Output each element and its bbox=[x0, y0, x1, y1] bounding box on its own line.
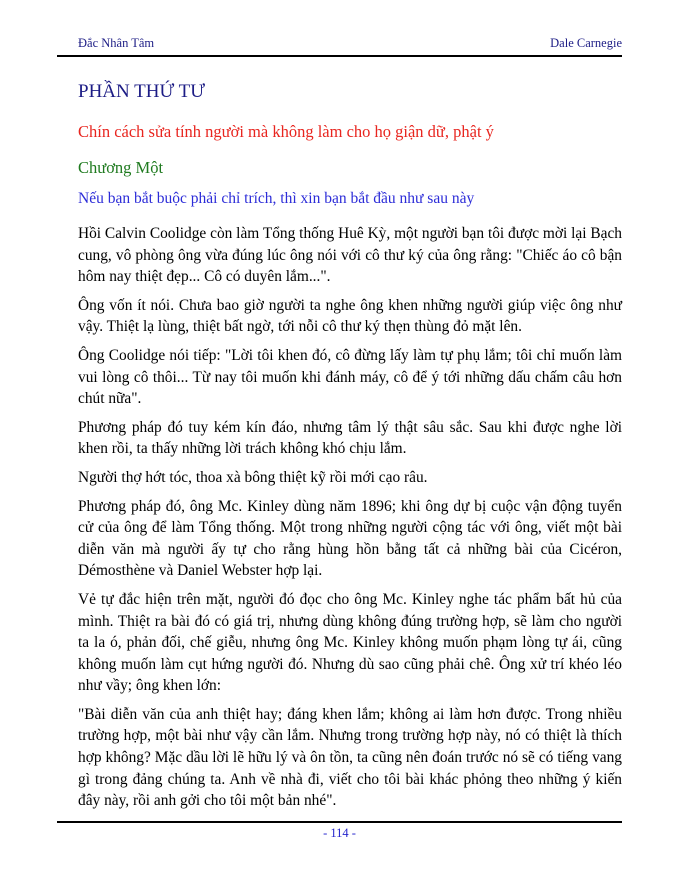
footer-rule bbox=[57, 821, 622, 823]
page-number: - 114 - bbox=[323, 826, 356, 840]
body-paragraph-5: Người thợ hớt tóc, thoa xà bông thiệt kỹ rồi mới cạo râu. bbox=[78, 468, 428, 486]
body-paragraph-3: Ông Coolidge nói tiếp: "Lời tôi khen đó, cô đừng lấy làm tự phụ lắm; tôi chỉ muốn làm vui lòng cô thôi... Từ nay tôi muốn khi đánh máy, cô để ý tới những dấu chấm câu hơn chút nữa". bbox=[78, 346, 622, 408]
body-paragraph-4: Phương pháp đó tuy kém kín đáo, nhưng tâm lý thật sâu sắc. Sau khi được nghe lời khen rồi, ta thấy những lời trách không khó chịu lắm. bbox=[78, 418, 622, 458]
chapter-title: Chương Một bbox=[78, 158, 164, 177]
body-paragraph-6: Phương pháp đó, ông Mc. Kinley dùng năm 1896; khi ông dự bị cuộc vận động tuyển cử của ông để làm Tổng thống. Một trong những người cộng tác với ông, viết một bài diễn văn mà người ấy tự cho rằng hùng hồn bằng tất cả những bài của Cicéron, Démosthène và Daniel Webster hợp lại. bbox=[78, 497, 622, 580]
body-paragraph-7: Vẻ tự đắc hiện trên mặt, người đó đọc cho ông Mc. Kinley nghe tác phẩm bất hủ của mình. Thiệt ra bài đó có giá trị, nhưng dùng không đúng trường hợp, sẽ làm cho người ta la ó, phản đối, chế giễu, nhưng ông Mc. Kinley không muốn phạm lòng tự ái, cũng không muốn làm cụt hứng người đó. Nhưng dù sao cũng phải chê. Ông xử trí khéo léo như vầy; ông khen lớn: bbox=[78, 590, 622, 695]
section-title: Chín cách sửa tính người mà không làm cho họ giận dữ, phật ý bbox=[78, 122, 494, 141]
chapter-subtitle: Nếu bạn bắt buộc phải chỉ trích, thì xin bạn bắt đầu như sau này bbox=[78, 190, 475, 207]
header-book-title: Đắc Nhân Tâm bbox=[78, 36, 155, 50]
body-paragraph-1: Hồi Calvin Coolidge còn làm Tổng thống Huê Kỳ, một người bạn tôi được mời lại Bạch cung, vô phòng ông vừa đúng lúc ông nói với cô thư ký của ông rằng: "Chiếc áo cô bận hôm nay thiệt đẹp... Cô có duyên lắm...". bbox=[78, 225, 622, 286]
part-title: PHẦN THỨ TƯ bbox=[78, 81, 205, 102]
page-content bbox=[78, 57, 622, 819]
page-header bbox=[78, 36, 622, 51]
body-paragraph-8: "Bài diễn văn của anh thiệt hay; đáng khen lắm; không ai làm hơn được. Trong nhiều trường hợp, một bài như vậy cần lắm. Nhưng trong trường hợp này, nó có thiệt là thích hợp không? Mặc dầu lời lẽ hữu lý và ôn tồn, ta cũng nên đoán trước nó sẽ có tiếng vang gì trong đảng chúng ta. Anh về nhà đi, viết cho tôi bài khác phỏng theo những ý kiến đây này, rồi anh gởi cho tôi một bản nhé". bbox=[78, 705, 622, 810]
body-paragraph-2: Ông vốn ít nói. Chưa bao giờ người ta nghe ông khen những người giúp việc ông như vậy. Thiệt lạ lùng, thiệt bất ngờ, tới nỗi cô thư ký thẹn thùng đỏ mặt lên. bbox=[78, 296, 622, 336]
header-author: Dale Carnegie bbox=[550, 36, 622, 50]
